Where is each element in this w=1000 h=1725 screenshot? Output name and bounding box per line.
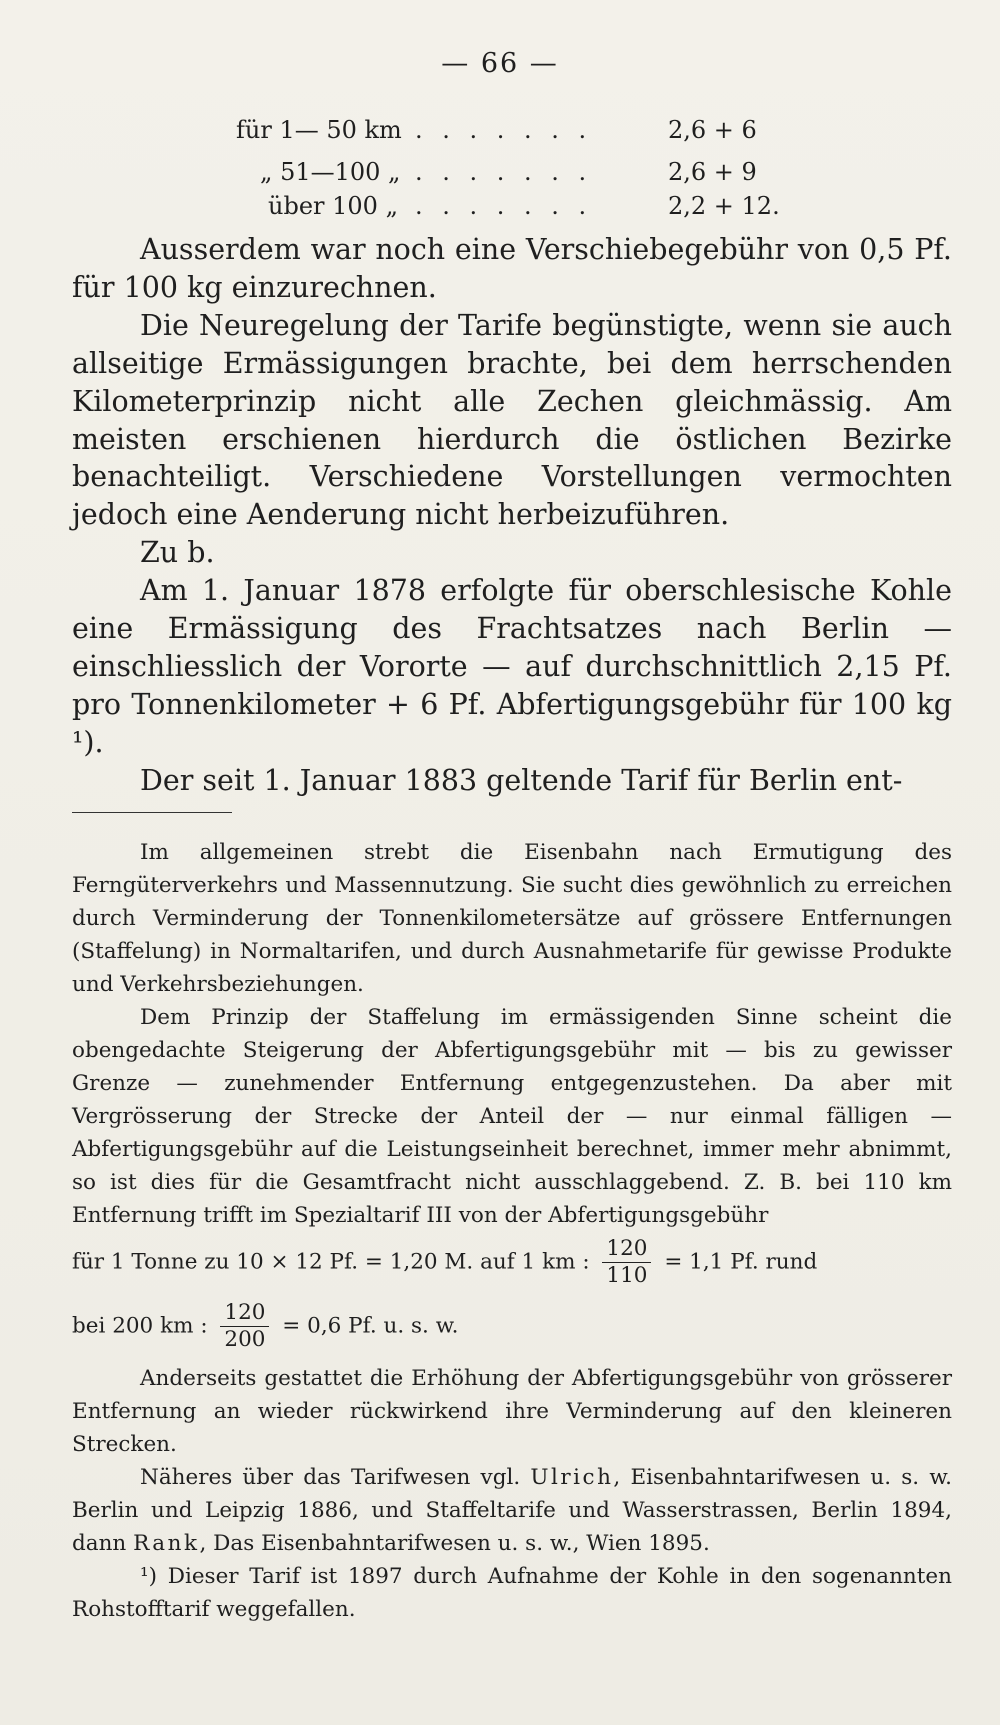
fraction-numerator: 120 xyxy=(220,1300,269,1327)
rate-range: für 1— 50 km xyxy=(236,116,402,144)
paragraph: Am 1. Januar 1878 erfolgte für oberschlesische Kohle eine Ermässigung des Frachtsatzes nach Berlin — einschliesslich der Vororte — auf durchschnittlich 2,15 Pf. pro Tonnenkilometer + 6 Pf. Abfertigungsgebühr für 100 kg ¹). xyxy=(72,574,952,759)
rate-row-2 xyxy=(0,156,1000,188)
fraction xyxy=(602,1236,651,1289)
note-paragraph xyxy=(72,1461,952,1560)
formula-line-1 xyxy=(72,1236,952,1289)
author-name: Rank xyxy=(133,1531,200,1556)
rate-value: 2,6 + 9 xyxy=(668,158,757,186)
rate-range: über 100 „ xyxy=(268,192,398,220)
rate-row-3 xyxy=(0,190,1000,222)
note-paragraph: Anderseits gestattet die Erhöhung der Abfertigungsgebühr von grösserer Entfernung an wieder rückwirkend ihre Verminderung auf den kleineren Strecken. xyxy=(72,1366,952,1457)
rate-range: „ 51—100 „ xyxy=(260,158,401,186)
formula-text: = 0,6 Pf. u. s. w. xyxy=(282,1313,459,1339)
paragraph: Der seit 1. Januar 1883 geltende Tarif für Berlin ent- xyxy=(140,763,903,797)
page-number: — 66 — xyxy=(441,48,559,79)
rate-dots: . . . . . . . xyxy=(415,116,593,144)
rate-value: 2,6 + 6 xyxy=(668,116,757,144)
formula-line-2 xyxy=(72,1300,952,1353)
note-paragraph: Im allgemeinen strebt die Eisenbahn nach Ermutigung des Ferngüterverkehrs und Massennutzung. Sie sucht dies gewöhnlich zu erreichen durch Verminderung der Tonnenkilometersätze auf grössere Entfernungen (Staffelung) in Normaltarifen, und durch Ausnahmetarife für gewisse Produkte und Verkehrsbeziehungen. xyxy=(72,840,952,997)
note-paragraph: Dem Prinzip der Staffelung im ermässigenden Sinne scheint die obengedachte Steigerung der Abfertigungsgebühr mit — bis zu gewisser Grenze — zunehmender Entfernung entgegenzustehen. Da aber mit Vergrösserung der Strecke der Anteil der — nur einmal fälligen — Abfertigungsgebühr auf die Leistungseinheit berechnet, immer mehr abnimmt, so ist dies für die Gesamtfracht nicht ausschlaggebend. Z. B. bei 110 km Entfernung trifft im Spezialtarif III von der Abfertigungsgebühr xyxy=(72,1005,952,1228)
paragraph: Die Neuregelung der Tarife begünstigte, wenn sie auch allseitige Ermässigungen brachte, bei dem herrschenden Kilometerprinzip nicht alle Zechen gleichmässig. Am meisten erschienen hierdurch die östlichen Bezirke benachteiligt. Verschiedene Vorstellungen vermochten jedoch eine Aenderung nicht herbeizuführen. xyxy=(72,308,952,532)
note-block-2 xyxy=(72,1362,952,1626)
formula-text: = 1,1 Pf. rund xyxy=(664,1249,818,1275)
fraction-numerator: 120 xyxy=(602,1236,651,1263)
fraction-denominator: 110 xyxy=(606,1263,648,1288)
author-name: Ulrich xyxy=(530,1465,614,1490)
note-text: , Das Eisenbahntarifwesen u. s. w., Wien 1895. xyxy=(199,1531,710,1556)
note-text: Näheres über das Tarifwesen vgl. xyxy=(140,1465,531,1490)
note-text: , Eisenbahntarifwesen u. s. w. Berlin und Leipzig 1886, und Staffeltarife und Wasserstrassen, Berlin 1894, dann xyxy=(72,1465,953,1556)
rate-dots: . . . . . . . xyxy=(415,192,593,220)
note-block-1 xyxy=(72,836,952,1232)
rate-row-1 xyxy=(0,114,1000,146)
fraction xyxy=(220,1300,269,1353)
section-label: Zu b. xyxy=(140,536,215,570)
footnote-divider xyxy=(72,812,232,813)
rate-dots: . . . . . . . xyxy=(415,158,593,186)
rate-value: 2,2 + 12. xyxy=(668,192,780,220)
main-text xyxy=(72,231,952,800)
formula-text: bei 200 km : xyxy=(72,1313,208,1339)
footnote: ¹) Dieser Tarif ist 1897 durch Aufnahme der Kohle in den sogenannten Rohstofftarif weggefallen. xyxy=(72,1564,952,1622)
formula-text: für 1 Tonne zu 10 × 12 Pf. = 1,20 M. auf 1 km : xyxy=(72,1249,590,1275)
paragraph: Ausserdem war noch eine Verschiebegebühr von 0,5 Pf. für 100 kg einzurechnen. xyxy=(72,233,952,304)
fraction-denominator: 200 xyxy=(224,1327,266,1352)
